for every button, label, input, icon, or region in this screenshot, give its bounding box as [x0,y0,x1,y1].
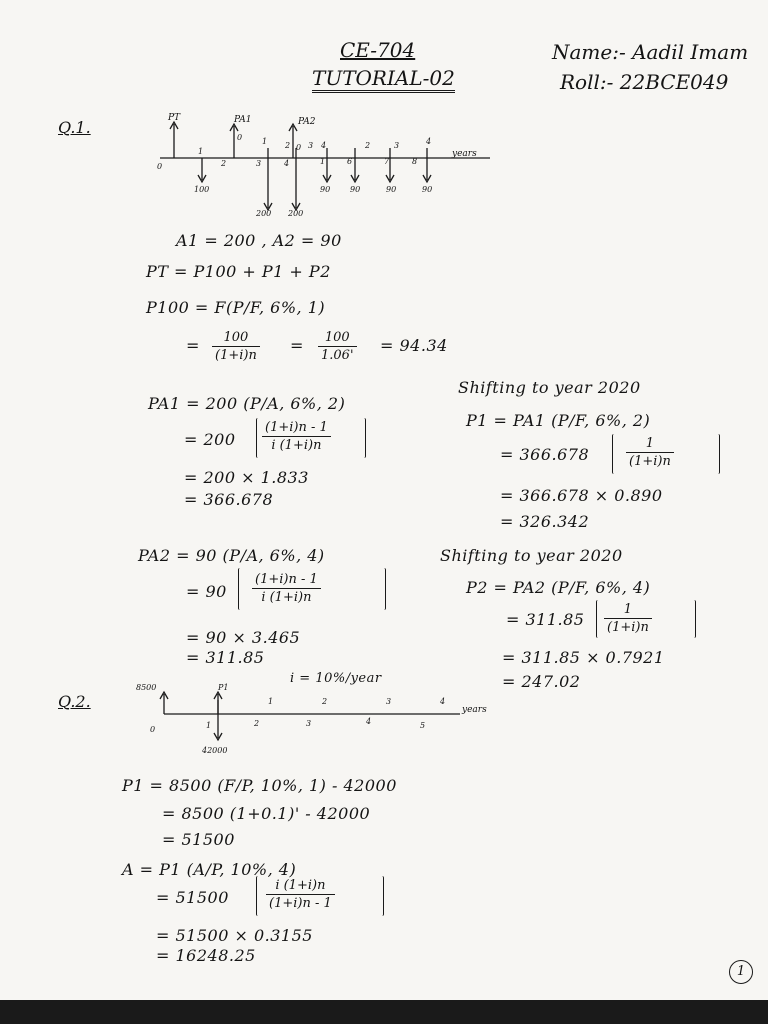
shift1-fraction [626,436,674,469]
tick: 1 [262,137,268,146]
shift2-line3: = 311.85 × 0.7921 [502,648,665,667]
q2-a-line1: A = P1 (A/P, 10%, 4) [122,860,297,879]
flow-value: 90 [422,185,433,194]
tick: 2 [322,697,328,706]
tick: 2 [285,141,291,150]
tick: 4 [284,159,290,168]
frac-numerator: 1 [626,436,674,453]
q2-a-line3: = 51500 × 0.3155 [156,926,313,945]
q1-label: Q.1. [58,118,91,137]
pa1-fraction [262,420,331,453]
shift2-line4: = 247.02 [502,672,581,691]
p100-eq-sign: = [186,336,200,355]
tick: 2 [221,159,227,168]
tick: 0 [296,143,302,152]
q2-a-line4: = 16248.25 [156,946,256,965]
frac-denominator: i (1+i)n [271,438,322,453]
tick: 5 [420,721,426,730]
tick: 1 [320,157,326,166]
pt-label: PT [168,113,181,123]
q2-rate: i = 10%/year [290,671,382,686]
pa2-label: PA2 [298,117,316,127]
flow-value: 200 [256,209,272,218]
shift2-line1: P2 = PA2 (P/F, 6%, 4) [466,578,651,597]
pa2-line1: PA2 = 90 (P/A, 6%, 4) [138,546,325,565]
tick: 4 [321,141,327,150]
frac-numerator: 100 [318,330,357,347]
flow-value: 90 [386,185,397,194]
frac-numerator: i (1+i)n [266,878,335,895]
q2-axis-label: years [462,705,487,715]
q2-a-fraction [266,878,335,911]
given-values: A1 = 200 , A2 = 90 [176,231,342,250]
pa1-label: PA1 [234,115,252,125]
tick: 6 [347,157,353,166]
shift2-line2: = 311.85 [506,610,585,629]
frac-denominator: (1+i)n - 1 [269,896,332,911]
pt-equation: PT = P100 + P1 + P2 [146,262,331,281]
pa2-fraction [252,572,321,605]
frac-denominator: i (1+i)n [261,590,312,605]
pa1-line1: PA1 = 200 (P/A, 6%, 2) [148,394,346,413]
pa1-line4: = 366.678 [184,490,274,509]
frac-denominator: (1+i)n [629,454,671,469]
frac-denominator: (1+i)n [607,620,649,635]
tick: 1 [206,721,212,730]
page-title: TUTORIAL-02 [312,68,455,93]
q1-cash-flow-diagram [150,110,520,220]
tick: 1 [268,697,274,706]
p100-line1: P100 = F(P/F, 6%, 1) [146,298,326,317]
p100-fraction-2 [318,330,357,363]
q2-value-down: 42000 [202,746,228,755]
shift2-fraction [604,602,652,635]
flow-value: 200 [288,209,304,218]
p100-result: = 94.34 [380,336,448,355]
frac-numerator: (1+i)n - 1 [262,420,331,437]
shift1-line4: = 326.342 [500,512,590,531]
q1-origin: 0 [157,162,163,171]
tick: 3 [394,141,400,150]
q2-p1-line2: = 8500 (1+0.1)' - 42000 [162,804,371,823]
frac-numerator: 100 [212,330,260,347]
pa2-line3: = 90 × 3.465 [186,628,301,647]
q2-label: Q.2. [58,692,91,711]
q2-p1-line3: = 51500 [162,830,235,849]
tick: 8 [412,157,418,166]
shift1-line1: P1 = PA1 (P/F, 6%, 2) [466,411,651,430]
course-code: CE-704 [340,38,416,62]
tick: 7 [384,157,390,166]
page-number: 1 [729,960,753,984]
q2-value-up: 8500 [136,683,157,692]
frac-denominator: 1.06' [321,348,354,363]
tick: 2 [254,719,260,728]
tick: 0 [237,133,243,142]
pa1-line2: = 200 [184,430,236,449]
p100-fraction-1 [212,330,260,363]
q2-p1-label: P1 [218,683,229,692]
tick: 2 [365,141,371,150]
q2-p1-line1: P1 = 8500 (F/P, 10%, 1) - 42000 [122,776,397,795]
tick: 4 [440,697,446,706]
flow-value: 90 [350,185,361,194]
flow-value: 90 [320,185,331,194]
tick: 4 [426,137,432,146]
roll-number: Roll:- 22BCE049 [560,70,729,94]
shift1-line2: = 366.678 [500,445,590,464]
pa1-line3: = 200 × 1.833 [184,468,309,487]
shift1-line3: = 366.678 × 0.890 [500,486,663,505]
frac-numerator: 1 [604,602,652,619]
tick: 3 [256,159,262,168]
q1-axis-label: years [452,149,477,159]
q2-a-line2: = 51500 [156,888,229,907]
tick: 4 [366,717,372,726]
pa2-line4: = 311.85 [186,648,265,667]
p100-eq-sign-2: = [290,336,304,355]
q2-origin: 0 [150,725,156,734]
tick: 3 [306,719,312,728]
flow-value: 100 [194,185,210,194]
tick: 1 [198,147,204,156]
tick: 3 [386,697,392,706]
shift1-heading: Shifting to year 2020 [458,378,641,397]
student-name: Name:- Aadil Imam [552,40,749,64]
frac-numerator: (1+i)n - 1 [252,572,321,589]
frac-denominator: (1+i)n [215,348,257,363]
pa2-line2: = 90 [186,582,227,601]
shift2-heading: Shifting to year 2020 [440,546,623,565]
tick: 3 [308,141,314,150]
